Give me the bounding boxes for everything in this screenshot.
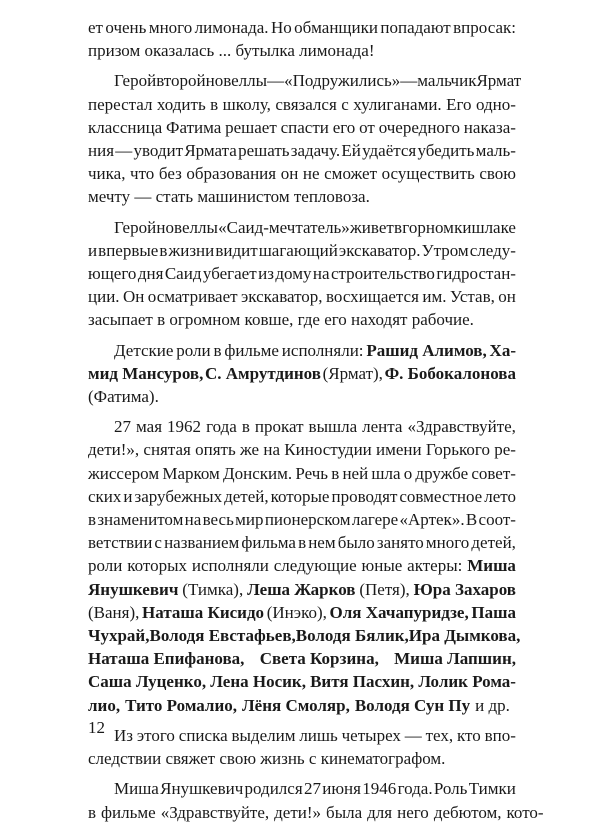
- text-segment: Ярмат: [476, 71, 522, 91]
- text-line: [88, 554, 516, 577]
- actor-name: С. Амрутдинов: [205, 363, 321, 383]
- body-text: [88, 16, 544, 824]
- text-segment: в: [213, 340, 222, 360]
- paragraph-gap: [88, 770, 516, 777]
- text-segment: экскаватор.: [338, 240, 421, 260]
- paragraph: [88, 777, 544, 823]
- text-segment: мечту — стать машинистом тепловоза.: [88, 187, 370, 207]
- text-segment: ния: [88, 141, 115, 161]
- text-segment: много: [425, 533, 470, 553]
- paragraph: [88, 69, 522, 208]
- paragraph: [88, 415, 521, 717]
- paragraph: [88, 16, 516, 62]
- actor-name: Миша Лапшин,: [394, 649, 516, 669]
- text-segment: В: [465, 510, 478, 530]
- text-segment: образования: [186, 164, 277, 184]
- text-segment: шагающий: [258, 240, 338, 260]
- actor-name: Юра Захаров: [413, 579, 516, 599]
- text-segment: 27: [303, 779, 321, 799]
- text-segment: Он: [122, 287, 145, 307]
- text-segment: вышла: [308, 417, 358, 437]
- text-segment: экскаватор,: [240, 287, 323, 307]
- text-segment: Но: [270, 18, 292, 37]
- page-number: 12: [88, 718, 105, 737]
- text-segment: его: [332, 117, 356, 137]
- actor-name: Витя Пасхин,: [310, 672, 415, 692]
- text-segment: четырех: [341, 725, 401, 745]
- text-segment: Детские: [114, 340, 174, 360]
- paragraph-gap: [88, 717, 516, 724]
- actor-name: Лена Носик,: [210, 672, 306, 692]
- text-segment: что: [130, 164, 155, 184]
- text-segment: мая: [136, 417, 163, 437]
- text-segment: прокат: [254, 417, 304, 437]
- text-segment: детей,: [471, 533, 516, 553]
- text-segment: ре-: [494, 440, 516, 460]
- text-segment: новеллы: [205, 71, 268, 91]
- text-segment: свою: [479, 164, 516, 184]
- text-segment: снятая: [143, 440, 191, 460]
- text-segment: следующие: [273, 556, 357, 576]
- text-segment: кото-: [506, 802, 544, 822]
- text-segment: него: [397, 802, 429, 822]
- text-segment: Его: [446, 94, 472, 114]
- text-segment: в: [88, 510, 97, 530]
- text-segment: второй: [156, 71, 206, 91]
- text-segment: впервые: [98, 240, 159, 260]
- text-segment: Миша: [114, 779, 159, 799]
- text-segment: Донским.: [223, 463, 293, 483]
- text-segment: следствии свяжет свою жизнь с кинематографом.: [88, 749, 446, 769]
- text-segment: гидростан-: [436, 264, 516, 284]
- text-segment: года: [206, 417, 237, 437]
- actor-name: лио,: [88, 695, 121, 715]
- text-segment: тех,: [425, 725, 454, 745]
- text-segment: шла: [371, 463, 401, 483]
- actor-name: Саша Луценко,: [88, 672, 207, 692]
- text-line: [88, 262, 516, 285]
- actor-name: Леша Жарков: [247, 579, 356, 599]
- text-segment: очередного: [378, 117, 460, 137]
- text-segment: им.: [422, 287, 447, 307]
- text-line: [88, 508, 516, 531]
- text-segment: кишлаке: [454, 217, 516, 237]
- text-segment: ских: [88, 486, 122, 506]
- text-segment: попадают: [380, 18, 451, 37]
- text-segment: Устав,: [449, 287, 495, 307]
- text-segment: —: [267, 71, 285, 91]
- text-segment: мир: [235, 510, 264, 530]
- paragraph-gap: [88, 62, 516, 69]
- text-segment: Ярмата: [184, 141, 237, 161]
- text-line: [88, 308, 516, 331]
- text-segment: родился: [244, 779, 303, 799]
- text-segment: из: [258, 264, 274, 284]
- text-line: [88, 162, 516, 185]
- text-line: [88, 93, 516, 116]
- text-line: [88, 362, 516, 385]
- text-line: [88, 69, 522, 92]
- text-segment: Горького: [425, 440, 490, 460]
- text-segment: ходить: [156, 94, 206, 114]
- text-segment: и др.: [475, 695, 510, 715]
- text-segment: много: [148, 18, 193, 37]
- actor-name: мид Мансуров,: [88, 363, 204, 383]
- text-segment: лента: [362, 417, 403, 437]
- actor-name: Володя Евстафьев,: [149, 626, 296, 646]
- text-segment: Марком: [162, 463, 220, 483]
- text-segment: этого: [136, 725, 175, 745]
- paragraph: [88, 339, 516, 409]
- text-segment: (Фатима).: [88, 387, 159, 407]
- text-line: [88, 285, 516, 308]
- text-line: [88, 531, 516, 554]
- text-segment: соот-: [478, 510, 516, 530]
- text-segment: очень: [105, 18, 147, 37]
- text-segment: фильма: [241, 533, 296, 553]
- text-segment: 27: [114, 417, 131, 437]
- actor-name: Лолик Рома-: [418, 672, 516, 692]
- text-segment: жизни: [168, 240, 215, 260]
- text-segment: решает: [225, 117, 277, 137]
- text-segment: дому: [275, 264, 312, 284]
- text-segment: классница: [88, 117, 163, 137]
- text-line: [88, 624, 521, 647]
- text-segment: Утром: [421, 240, 469, 260]
- text-segment: нем: [308, 533, 336, 553]
- text-segment: фильме: [224, 340, 279, 360]
- text-segment: —: [400, 71, 418, 91]
- text-line: [88, 415, 516, 438]
- text-line: [88, 139, 516, 162]
- text-line: [88, 747, 516, 770]
- text-segment: весь: [202, 510, 234, 530]
- text-segment: школу,: [222, 94, 271, 114]
- actor-name: Чухрай,: [88, 626, 150, 646]
- actor-name: Света Корзина,: [259, 649, 379, 669]
- text-segment: Роль: [433, 779, 468, 799]
- text-line: [88, 339, 516, 362]
- text-segment: дня: [137, 264, 164, 284]
- text-segment: горном: [402, 217, 454, 237]
- text-segment: в: [88, 802, 97, 822]
- text-segment: актеры:: [407, 556, 463, 576]
- text-segment: чика,: [88, 164, 126, 184]
- text-segment: кто: [457, 725, 481, 745]
- text-segment: ющего: [88, 264, 137, 284]
- text-segment: ет: [88, 18, 103, 37]
- text-segment: роли: [88, 556, 123, 576]
- text-line: [88, 777, 516, 800]
- text-segment: восхищается: [325, 287, 419, 307]
- text-segment: одно-: [475, 94, 516, 114]
- text-segment: на: [184, 510, 202, 530]
- text-line: [88, 385, 516, 408]
- text-segment: «Здравствуйте,: [407, 417, 516, 437]
- text-segment: маль-: [475, 141, 516, 161]
- actor-name: Наташа Кисидо: [142, 602, 265, 622]
- text-segment: в: [241, 417, 250, 437]
- text-segment: июня: [322, 779, 361, 799]
- text-segment: решать: [238, 141, 290, 161]
- text-segment: не: [302, 164, 320, 184]
- text-segment: проводят: [331, 486, 398, 506]
- text-segment: «Артек».: [399, 510, 465, 530]
- text-segment: сможет: [324, 164, 378, 184]
- text-segment: убегает: [202, 264, 257, 284]
- text-line: [88, 116, 516, 139]
- text-segment: связался: [275, 94, 337, 114]
- text-segment: списка: [178, 725, 228, 745]
- text-line: [88, 39, 516, 62]
- text-segment: Из: [114, 725, 133, 745]
- text-segment: для: [367, 802, 393, 822]
- text-segment: ветствии: [88, 533, 153, 553]
- text-segment: в: [210, 94, 219, 114]
- actor-name: Ира Дымкова,: [408, 626, 521, 646]
- actor-name: Рашид Алимов,: [366, 340, 487, 360]
- text-segment: уводит: [133, 141, 184, 161]
- text-segment: лимонада.: [194, 18, 269, 37]
- text-segment: лето: [484, 486, 516, 506]
- text-segment: «Здравствуйте,: [160, 802, 270, 822]
- text-segment: 1962: [167, 417, 202, 437]
- text-segment: (Ваня),: [88, 602, 140, 622]
- paragraph-gap: [88, 209, 516, 216]
- text-segment: роли: [176, 340, 211, 360]
- text-segment: дружбе: [415, 463, 469, 483]
- text-segment: впросак:: [453, 18, 516, 37]
- text-segment: дети!»: [274, 802, 322, 822]
- text-segment: фильме: [101, 802, 156, 822]
- text-segment: дети!»,: [88, 440, 140, 460]
- actor-name: Миша: [467, 556, 516, 576]
- actor-name: Ф. Бобокалонова: [384, 363, 516, 383]
- text-segment: убедить: [417, 141, 475, 161]
- text-segment: совместное: [399, 486, 483, 506]
- text-line: [88, 647, 516, 670]
- text-segment: года.: [397, 779, 433, 799]
- text-segment: о: [403, 463, 413, 483]
- text-segment: исполняли:: [281, 340, 364, 360]
- text-segment: «Подружились»: [284, 71, 401, 91]
- text-segment: совет-: [471, 463, 516, 483]
- text-line: [88, 438, 516, 461]
- text-segment: перестал: [88, 94, 153, 114]
- actor-name: Тито Ромалио,: [125, 695, 238, 715]
- text-segment: Ей: [341, 141, 361, 161]
- text-segment: которые: [270, 486, 330, 506]
- text-line: [88, 670, 516, 693]
- paragraph: [88, 216, 516, 332]
- text-segment: Саид: [164, 264, 202, 284]
- text-line: [88, 239, 516, 262]
- text-segment: «Саид-мечтатель»: [218, 217, 350, 237]
- text-segment: следу-: [469, 240, 516, 260]
- text-segment: лишь: [299, 725, 338, 745]
- actor-name: Ха-: [489, 340, 516, 360]
- text-segment: удаётся: [362, 141, 417, 161]
- text-segment: на: [263, 440, 281, 460]
- text-segment: юные: [361, 556, 403, 576]
- text-segment: видит: [215, 240, 258, 260]
- text-segment: и: [88, 240, 98, 260]
- text-segment: детей,: [224, 486, 269, 506]
- text-line: [88, 16, 516, 39]
- text-segment: Киностудии: [284, 440, 372, 460]
- text-segment: на: [312, 264, 330, 284]
- text-segment: с: [154, 533, 162, 553]
- text-segment: Фатима: [166, 117, 222, 137]
- text-segment: —: [404, 725, 422, 745]
- text-segment: строительство: [331, 264, 435, 284]
- text-line: [88, 801, 544, 824]
- text-segment: ней: [342, 463, 369, 483]
- text-segment: хулиганами.: [353, 94, 442, 114]
- text-segment: имени: [376, 440, 422, 460]
- text-segment: он: [498, 287, 516, 307]
- text-segment: Речь: [295, 463, 328, 483]
- text-segment: новеллы: [156, 217, 218, 237]
- text-segment: засыпает в огромном ковше, где его находят рабочие.: [88, 310, 474, 330]
- text-segment: 1946: [362, 779, 397, 799]
- paragraph-gap: [88, 332, 516, 339]
- text-segment: в: [298, 533, 307, 553]
- text-line: [88, 185, 516, 208]
- text-segment: Герой: [114, 71, 157, 91]
- text-segment: он: [280, 164, 299, 184]
- actor-name: Оля Хачапуридзе,: [329, 602, 469, 622]
- actor-name: Володя Бялик,: [295, 626, 409, 646]
- text-segment: с: [341, 94, 349, 114]
- text-segment: Герой: [114, 217, 157, 237]
- text-segment: опять: [195, 440, 236, 460]
- text-segment: (Ярмат),: [322, 363, 383, 383]
- text-line: [88, 578, 516, 601]
- text-segment: Янушкевич: [160, 779, 244, 799]
- text-segment: знаменитом: [97, 510, 184, 530]
- text-segment: (Инэко),: [266, 602, 327, 622]
- text-segment: же: [240, 440, 260, 460]
- text-segment: жиссером: [88, 463, 160, 483]
- text-segment: живет: [350, 217, 394, 237]
- text-segment: было: [337, 533, 375, 553]
- text-segment: в: [331, 463, 340, 483]
- text-segment: зарубежных: [134, 486, 223, 506]
- text-segment: исполняли: [191, 556, 269, 576]
- text-segment: осуществить: [381, 164, 475, 184]
- text-line: [88, 724, 516, 747]
- text-segment: без: [158, 164, 182, 184]
- text-segment: в: [394, 217, 403, 237]
- text-segment: дебютом,: [433, 802, 502, 822]
- text-segment: в: [159, 240, 168, 260]
- actor-name: Володя Сун Пу: [354, 695, 471, 715]
- text-segment: Тимки: [468, 779, 516, 799]
- text-segment: (Петя),: [359, 579, 410, 599]
- text-segment: пионерском: [264, 510, 351, 530]
- actor-name: Янушкевич: [88, 579, 179, 599]
- text-line: [88, 601, 516, 624]
- text-segment: занято: [376, 533, 424, 553]
- text-segment: которых: [127, 556, 188, 576]
- text-line: [88, 462, 516, 485]
- text-segment: выделим: [231, 725, 296, 745]
- text-segment: —: [115, 141, 133, 161]
- text-segment: спасти: [280, 117, 329, 137]
- text-line: [88, 694, 516, 717]
- actor-name: Лёня Смоляр,: [242, 695, 350, 715]
- text-segment: была: [326, 802, 363, 822]
- text-segment: наказа-: [463, 117, 516, 137]
- text-segment: и: [123, 486, 133, 506]
- text-line: [88, 216, 516, 239]
- text-segment: (Тимка),: [182, 579, 244, 599]
- paragraph-gap: [88, 408, 516, 415]
- text-segment: ции.: [88, 287, 120, 307]
- text-segment: лагере: [351, 510, 399, 530]
- text-line: [88, 485, 516, 508]
- text-segment: мальчик: [417, 71, 477, 91]
- text-segment: осматривает: [147, 287, 238, 307]
- actor-name: Наташа Епифанова,: [88, 649, 245, 669]
- actor-name: Паша: [471, 602, 516, 622]
- text-segment: обманщики: [294, 18, 378, 37]
- text-segment: задачу.: [290, 141, 341, 161]
- text-segment: от: [359, 117, 375, 137]
- paragraph: [88, 724, 516, 770]
- text-segment: названием: [164, 533, 240, 553]
- text-segment: впо-: [484, 725, 516, 745]
- text-segment: призом оказалась ... бутылка лимонада!: [88, 41, 375, 61]
